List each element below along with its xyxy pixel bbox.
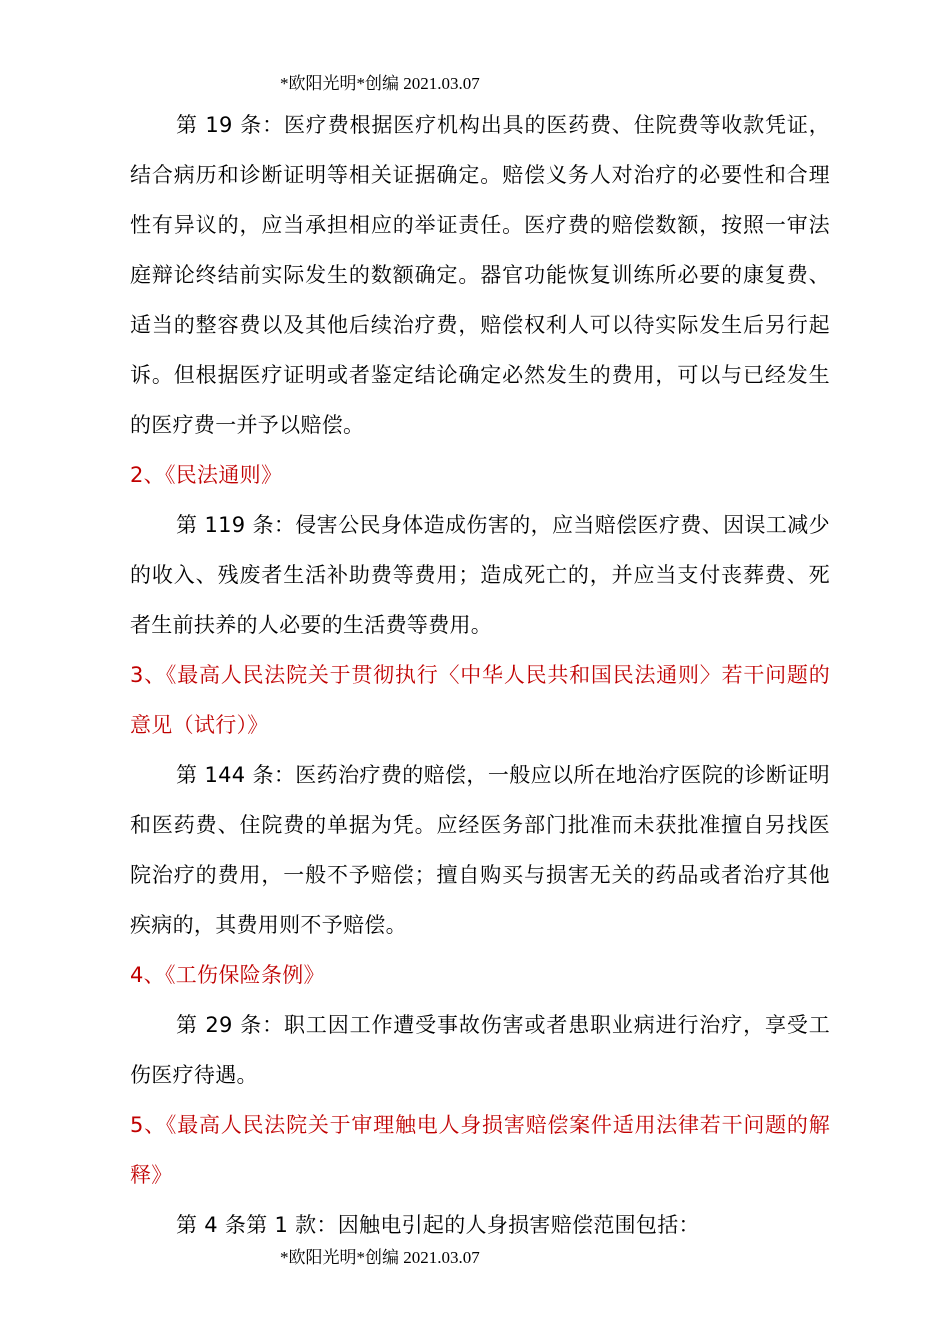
document-body <box>130 100 830 1250</box>
article-144-paragraph: 第 144 条：医药治疗费的赔偿，一般应以所在地治疗医院的诊断证明和医药费、住院费的单据为凭。应经医务部门批准而未获批准擅自另找医院治疗的费用，一般不予赔偿；擅自购买与损害无关的药品或者治疗其他疾病的，其费用则不予赔偿。 <box>130 763 830 937</box>
heading-electric-shock-interpretation: 5、《最高人民法院关于审理触电人身损害赔偿案件适用法律若干问题的解释》 <box>130 1113 830 1187</box>
heading-civil-law-general-principles: 2、《民法通则》 <box>130 463 283 487</box>
page-footer: *欧阳光明*创编 2021.03.07 <box>280 1248 480 1267</box>
article-4-paragraph: 第 4 条第 1 款：因触电引起的人身损害赔偿范围包括： <box>176 1213 700 1237</box>
article-119-paragraph: 第 119 条：侵害公民身体造成伤害的，应当赔偿医疗费、因误工减少的收入、残废者生活补助费等费用；造成死亡的，并应当支付丧葬费、死者生前扶养的人必要的生活费等费用。 <box>130 513 830 637</box>
heading-supreme-court-opinions: 3、《最高人民法院关于贯彻执行〈中华人民共和国民法通则〉若干问题的意见（试行）》 <box>130 663 830 737</box>
page-header: *欧阳光明*创编 2021.03.07 <box>280 74 480 93</box>
heading-work-injury-insurance-regulations: 4、《工伤保险条例》 <box>130 963 325 987</box>
article-19-paragraph: 第 19 条：医疗费根据医疗机构出具的医药费、住院费等收款凭证，结合病历和诊断证明等相关证据确定。赔偿义务人对治疗的必要性和合理性有异议的，应当承担相应的举证责任。医疗费的赔偿数额，按照一审法庭辩论终结前实际发生的数额确定。器官功能恢复训练所必要的康复费、适当的整容费以及其他后续治疗费，赔偿权利人可以待实际发生后另行起诉。但根据医疗证明或者鉴定结论确定必然发生的费用，可以与已经发生的医疗费一并予以赔偿。 <box>130 113 830 437</box>
article-29-paragraph: 第 29 条：职工因工作遭受事故伤害或者患职业病进行治疗，享受工伤医疗待遇。 <box>130 1013 830 1087</box>
